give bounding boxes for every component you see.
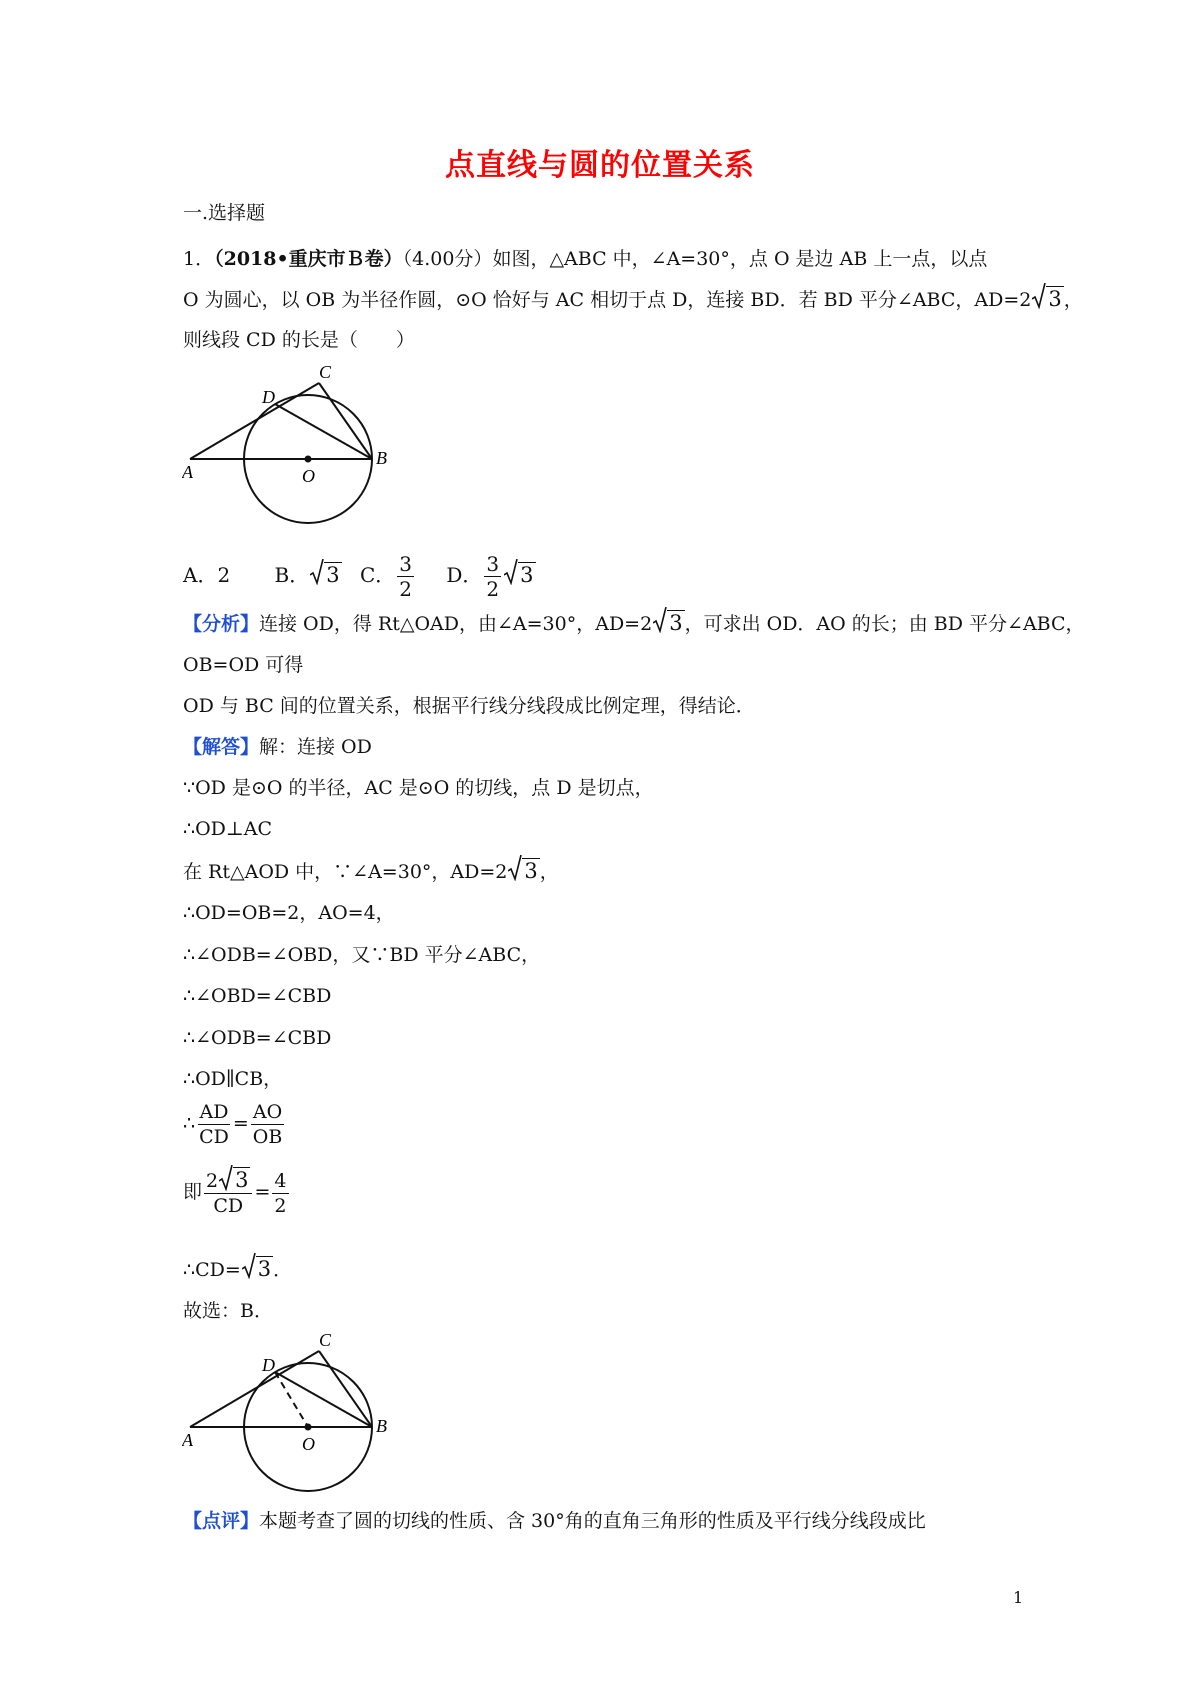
ratio-ad-cd — [197, 1100, 231, 1149]
analysis-line-2: OB=OD 可得 — [183, 654, 304, 676]
question-line-3: 则线段 CD 的长是（ ） — [183, 329, 415, 351]
radicand: 3 — [1048, 287, 1062, 311]
radical-icon — [508, 855, 522, 881]
radical-icon — [653, 607, 667, 633]
option-c-label: C． — [359, 563, 396, 587]
ratio-numerator: 4 — [274, 1169, 287, 1192]
comment-line — [183, 1508, 926, 1534]
ratio-ao-ob — [251, 1100, 285, 1149]
label-d: D — [262, 387, 275, 407]
option-d-numerator: 3 — [486, 552, 500, 576]
option-a: A．2 — [183, 563, 231, 587]
ratio-numerator: AO — [252, 1101, 283, 1123]
answer-step-8: ∴OD∥CB， — [183, 1068, 283, 1090]
answer-step-11-text: ∴CD= — [183, 1259, 241, 1281]
ratio-denominator: CD — [213, 1195, 244, 1217]
question-text-2-end: ， — [1063, 289, 1083, 311]
answer-step-2: ∴OD⊥AC — [183, 818, 273, 840]
segment-db — [275, 1372, 372, 1427]
question-number: 1． — [183, 248, 215, 270]
ratio-denominator: CD — [199, 1126, 229, 1148]
ratio-4-2 — [272, 1169, 288, 1218]
geometry-figure-2 — [182, 1330, 407, 1500]
analysis-line-1 — [183, 610, 1085, 637]
answer-step-4: ∴OD=OB=2，AO=4， — [183, 902, 395, 924]
segment-cb — [319, 383, 372, 459]
option-c-denominator: 2 — [399, 577, 413, 601]
answer-step-10 — [183, 1168, 291, 1218]
option-b-label: B． — [274, 563, 310, 587]
answer-step-9-prefix: ∴ — [183, 1112, 196, 1135]
comment-tag: 【点评】 — [183, 1510, 260, 1532]
radical-icon — [1032, 283, 1046, 309]
ratio-sqrt — [219, 1168, 250, 1193]
answer-step-11-end: ． — [273, 1259, 293, 1281]
geometry-figure-1 — [182, 362, 407, 532]
question-text-1: 如图，△ABC 中，∠A=30°，点 O 是边 AB 上一点，以点 — [492, 248, 988, 270]
radical-icon — [504, 559, 518, 585]
answer-line-intro — [183, 734, 372, 760]
section-heading: 一.选择题 — [183, 202, 266, 224]
sqrt-expression — [1032, 286, 1063, 313]
label-c: C — [319, 362, 332, 382]
answer-step-11-radicand: 3 — [257, 1257, 272, 1281]
label-b: B — [376, 1416, 387, 1436]
option-d-radicand: 3 — [520, 563, 534, 587]
answer-step-1: ∵OD 是⊙O 的半径，AC 是⊙O 的切线，点 D 是切点， — [183, 777, 654, 799]
option-b-sqrt — [310, 562, 341, 588]
answer-intro: 解：连接 OD — [259, 736, 372, 758]
label-o: O — [302, 466, 315, 486]
options-row — [183, 552, 536, 601]
answer-tag: 【解答】 — [183, 736, 260, 758]
analysis-radicand: 3 — [669, 611, 683, 635]
equals-sign: = — [254, 1181, 271, 1203]
answer-step-3-sqrt — [508, 858, 539, 885]
radical-icon — [310, 559, 324, 585]
analysis-text-1: 连接 OD，得 Rt△OAD，由∠A=30°，AD=2 — [259, 613, 653, 635]
answer-step-10-prefix: 即 — [183, 1181, 203, 1203]
answer-step-3 — [183, 858, 559, 885]
analysis-line-3: OD 与 BC 间的位置关系，根据平行线分线段成比例定理，得结论． — [183, 695, 755, 717]
label-a: A — [182, 1430, 193, 1450]
question-text-2: O 为圆心，以 OB 为半径作圆，⊙O 恰好与 AC 相切于点 D，连接 BD．若 BD 平分∠ABC，AD=2 — [183, 289, 1032, 311]
ratio-denominator: 2 — [274, 1194, 287, 1217]
label-c: C — [319, 1330, 332, 1350]
option-d-sqrt — [504, 562, 535, 588]
segment-cb — [319, 1351, 372, 1427]
analysis-tag: 【分析】 — [183, 613, 260, 635]
answer-step-3-radicand: 3 — [524, 859, 538, 883]
radical-icon — [219, 1165, 233, 1191]
label-b: B — [376, 448, 387, 468]
answer-choice: 故选：B． — [183, 1300, 273, 1322]
equals-sign: = — [232, 1112, 249, 1135]
label-o: O — [302, 1434, 315, 1454]
answer-step-11-sqrt — [242, 1256, 273, 1283]
page-title: 点直线与圆的位置关系 — [445, 148, 755, 183]
ratio-radicand: 3 — [235, 1168, 249, 1192]
center-point — [305, 1424, 312, 1431]
analysis-sqrt — [653, 610, 684, 637]
coefficient: 2 — [206, 1170, 219, 1192]
answer-step-3-end: ， — [539, 861, 559, 883]
segment-db — [275, 404, 372, 459]
answer-step-3-text: 在 Rt△AOD 中，∵∠A=30°，AD=2 — [183, 861, 508, 883]
ratio-numerator — [204, 1168, 252, 1194]
segment-ac — [190, 1351, 319, 1427]
label-a: A — [182, 462, 193, 482]
option-d-label: D． — [446, 563, 483, 587]
option-d-denominator: 2 — [486, 577, 500, 601]
option-c-fraction — [397, 552, 414, 601]
comment-text: 本题考查了圆的切线的性质、含 30°角的直角三角形的性质及平行线分线段成比 — [259, 1510, 926, 1532]
answer-step-9 — [183, 1100, 286, 1149]
answer-step-7: ∴∠ODB=∠CBD — [183, 1027, 332, 1049]
center-point — [305, 456, 312, 463]
ratio-2sqrt3-cd — [204, 1168, 252, 1218]
radical-icon — [242, 1253, 256, 1279]
question-source: （2018•重庆市Ｂ卷） — [214, 248, 403, 270]
ratio-numerator: AD — [199, 1101, 229, 1123]
segment-ac — [190, 383, 319, 459]
question-line-2 — [183, 286, 1083, 313]
option-c-numerator: 3 — [399, 552, 413, 576]
answer-step-6: ∴∠OBD=∠CBD — [183, 985, 332, 1007]
answer-step-5: ∴∠ODB=∠OBD，又∵BD 平分∠ABC， — [183, 944, 541, 966]
ratio-denominator: OB — [252, 1126, 283, 1148]
page-number: 1 — [1013, 1588, 1024, 1607]
answer-step-11 — [183, 1256, 292, 1283]
option-b-radicand: 3 — [326, 563, 340, 587]
option-d-fraction — [484, 552, 501, 601]
label-d: D — [262, 1355, 275, 1375]
question-score: （4.00分） — [402, 248, 493, 270]
analysis-text-1-end: ，可求出 OD．AO 的长；由 BD 平分∠ABC， — [684, 613, 1085, 635]
question-line-1 — [183, 246, 987, 272]
